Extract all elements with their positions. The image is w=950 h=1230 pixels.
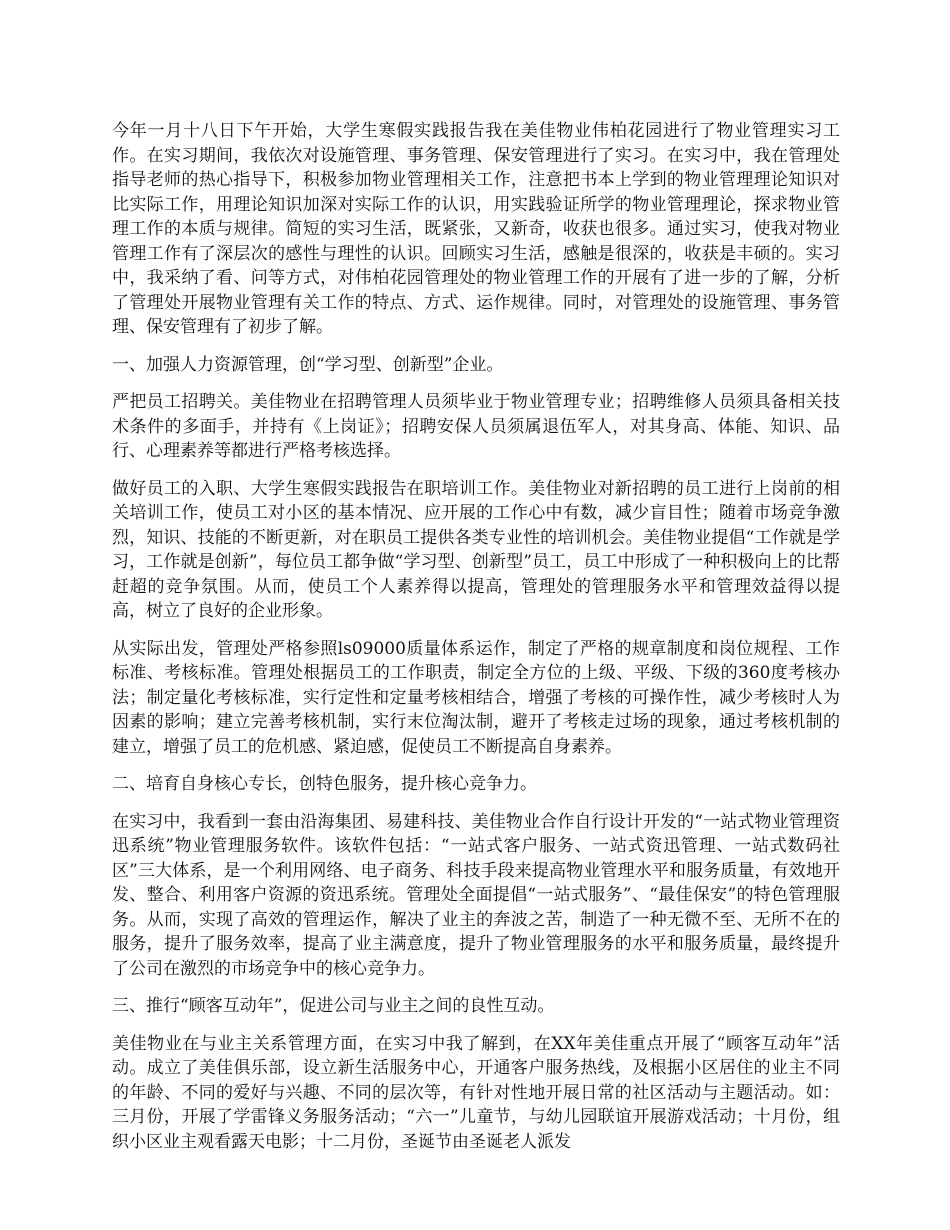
- section-heading-1: 一、加强人力资源管理，创“学习型、创新型”企业。: [112, 354, 504, 375]
- section-heading-2: 二、培育自身核心专长，创特色服务，提升核心竞争力。: [112, 774, 537, 794]
- document-body: [112, 119, 840, 1167]
- assessment-paragraph: 从实际出发，管理处严格参照ls09000质量体系运作，制定了严格的规章制度和岗位规程、工作标准、考核标准。管理处根据员工的工作职责，制定全方位的上级、平级、下级的360度考核办法；制定量化考核标准，实行定性和定量考核相结合，增强了考核的可操作性，减少考核时人为因素的影响；建立完善考核机制，实行末位淘汰制，避开了考核走过场的现象，通过考核机制的建立，增强了员工的危机感、紧迫感，促使员工不断提高自身素养。: [112, 638, 840, 757]
- intro-paragraph: 今年一月十八日下午开始，大学生寒假实践报告我在美佳物业伟柏花园进行了物业管理实习工作。在实习期间，我依次对设施管理、事务管理、保安管理进行了实习。在实习中，我在管理处指导老师的热心指导下，积极参加物业管理相关工作，注意把书本上学到的物业管理理论知识对比实际工作，用理论知识加深对实际工作的认识，用实践验证所学的物业管理理论，探求物业管理工作的本质与规律。简短的实习生活，既紧张，又新奇，收获也很多。通过实习，使我对物业管理工作有了深层次的感性与理性的认识。回顾实习生活，感触是很深的，收获是丰硕的。实习中，我采纳了看、问等方式，对伟柏花园管理处的物业管理工作的开展有了进一步的了解，分析了管理处开展物业管理有关工作的特点、方式、运作规律。同时，对管理处的设施管理、事务管理、保安管理有了初步了解。: [112, 121, 840, 337]
- training-paragraph: 做好员工的入职、大学生寒假实践报告在职培训工作。美佳物业对新招聘的员工进行上岗前的相关培训工作，使员工对小区的基本情况、应开展的工作心中有数，减少盲目性；随着市场竞争激烈，知识、技能的不断更新，对在职员工提供各类专业性的培训机会。美佳物业提倡“工作就是学习，工作就是创新”，每位员工都争做“学习型、创新型”员工，员工中形成了一种积极向上的比帮赶超的竞争氛围。从而，使员工个人素养得以提高，管理处的管理服务水平和管理效益得以提高，树立了良好的企业形象。: [112, 478, 840, 621]
- section-heading-3: 三、推行“顾客互动年”，促进公司与业主之间的良性互动。: [112, 996, 555, 1016]
- software-paragraph: 在实习中，我看到一套由沿海集团、易建科技、美佳物业合作自行设计开发的“一站式物业管理资迅系统”物业管理服务软件。该软件包括：“一站式客户服务、一站式资迅管理、一站式数码社区”三大体系，是一个利用网络、电子商务、科技手段来提高物业管理水平和服务质量，有效地开发、整合、利用客户资源的资迅系统。管理处全面提倡“一站式服务”、“最佳保安”的特色管理服务。从而，实现了高效的管理运作，解决了业主的奔波之苦，制造了一种无微不至、无所不在的服务，提升了服务效率，提高了业主满意度，提升了物业管理服务的水平和服务质量，最终提升了公司在激烈的市场竞争中的核心竞争力。: [112, 811, 840, 979]
- recruitment-paragraph: 严把员工招聘关。美佳物业在招聘管理人员须毕业于物业管理专业；招聘维修人员须具备相关技术条件的多面手，并持有《上岗证》；招聘安保人员须属退伍军人，对其身高、体能、知识、品行、心理素养等都进行严格考核选择。: [112, 392, 840, 461]
- customer-interaction-paragraph: 美佳物业在与业主关系管理方面，在实习中我了解到，在XX年美佳重点开展了“顾客互动年”活动。成立了美佳俱乐部，设立新生活服务中心，开通客户服务热线，及根据小区居住的业主不同的年龄、不同的爱好与兴趣、不同的层次等，有针对性地开展日常的社区活动与主题活动。如：三月份，开展了学雷锋义务服务活动；“六一”儿童节，与幼儿园联谊开展游戏活动；十月份，组织小区业主观看露天电影；十二月份，圣诞节由圣诞老人派发: [112, 1033, 840, 1152]
